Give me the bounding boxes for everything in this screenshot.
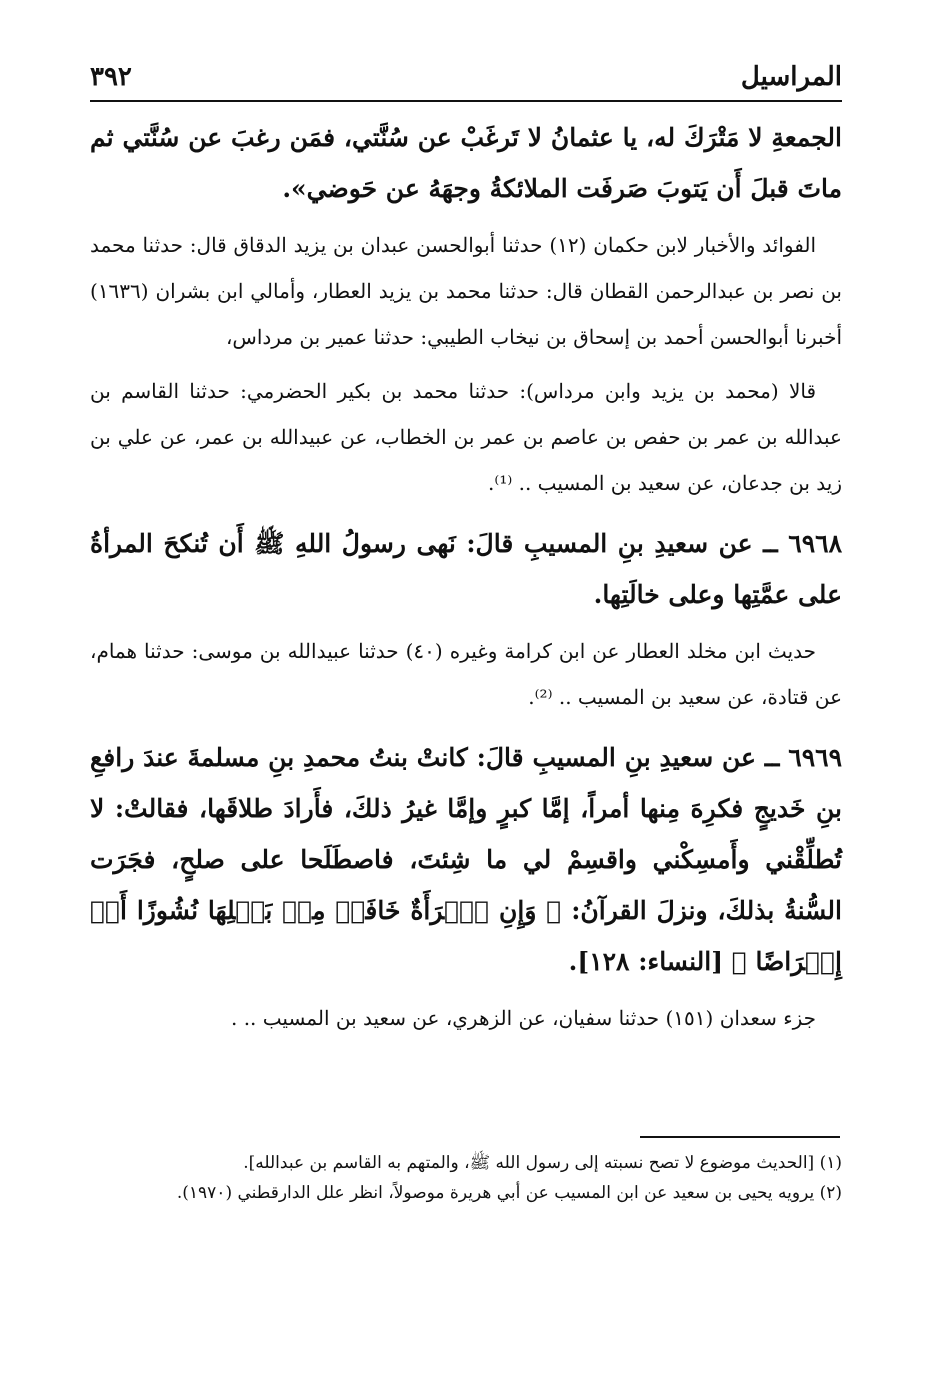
source-paragraph: قالا (محمد بن يزيد وابن مرداس): حدثنا محمد بن بكير الحضرمي: حدثنا القاسم بن عبدالله بن عمر بن حفص بن عاصم بن عمر بن الخطاب، عن عبيدالله بن عمر، عن علي بن زيد بن جدعان، عن سعيد بن المسيب .. ⁽¹⁾. <box>90 379 842 495</box>
source-paragraph: الفوائد والأخبار لابن حكمان (١٢) حدثنا أبوالحسن عبدان بن يزيد الدقاق قال: حدثنا محمد بن نصر بن عبدالرحمن القطان قال: حدثنا محمد بن يزيد العطار، وأمالي ابن بشران (١٦٣٦) أخبرنا أبوالحسن أحمد بن إسحاق بن نيخاب الطيبي: حدثنا عمير بن مرداس، <box>90 233 842 349</box>
page-number: ٣٩٢ <box>90 62 132 92</box>
book-title: المراسيل <box>740 62 842 92</box>
source-paragraph: حديث ابن مخلد العطار عن ابن كرامة وغيره (٤٠) حدثنا عبيدالله بن موسى: حدثنا همام، عن قتادة، عن سعيد بن المسيب .. ⁽²⁾. <box>90 639 842 709</box>
running-header <box>90 60 842 102</box>
footnotes <box>90 1148 842 1208</box>
footnote-separator <box>640 1136 840 1138</box>
hadith-6968: ٦٩٦٨ ــ عن سعيدِ بنِ المسيبِ قالَ: نَهى رسولُ اللهِ ﷺ أَن تُنكحَ المرأةُ على عمَّتِها وعلى خالَتِها. <box>90 529 842 609</box>
source-paragraph: جزء سعدان (١٥١) حدثنا سفيان، عن الزهري، عن سعيد بن المسيب .. . <box>230 1006 816 1030</box>
page-body <box>90 60 842 1041</box>
footnote-1: (١) [الحديث موضوع لا تصح نسبته إلى رسول الله ﷺ، والمتهم به القاسم بن عبدالله]. <box>243 1153 842 1173</box>
footnote-2: (٢) يرويه يحيى بن سعيد عن ابن المسيب عن أبي هريرة موصولاً، انظر علل الدارقطني (١٩٧٠). <box>176 1183 842 1203</box>
hadith-6969: ٦٩٦٩ ــ عن سعيدِ بنِ المسيبِ قالَ: كانتْ بنتُ محمدِ بنِ مسلمةَ عندَ رافعِ بنِ خَديجٍ فكرِهَ مِنها أمراً، إمَّا كبرٍ وإمَّا غيرُ ذلكَ، فأَرادَ طلاقَها، فقالتْ: لا تُطلِّقْني وأَمسِكْني واقسِمْ لي ما شِئتَ، فاصطَلَحا على صلحٍ، فجَرَت السُّنةُ بذلكَ، ونزلَ القرآنُ: ﴿ وَإِنِ ٱمۡرَأَةٌ خَافَتۡ مِنۢ بَعۡلِهَا نُشُوزًا أَوۡ إِعۡرَاضًا ﴾ [النساء: ١٢٨]. <box>90 743 842 976</box>
hadith-continuation: الجمعةِ لا مَتْرَكَ له، يا عثمانُ لا تَرغَبْ عن سُنَّتي، فمَن رغبَ عن سُنَّتي ثم ماتَ قبلَ أَن يَتوبَ صَرفَت الملائكةُ وجهَهُ عن حَوضي». <box>90 123 842 203</box>
